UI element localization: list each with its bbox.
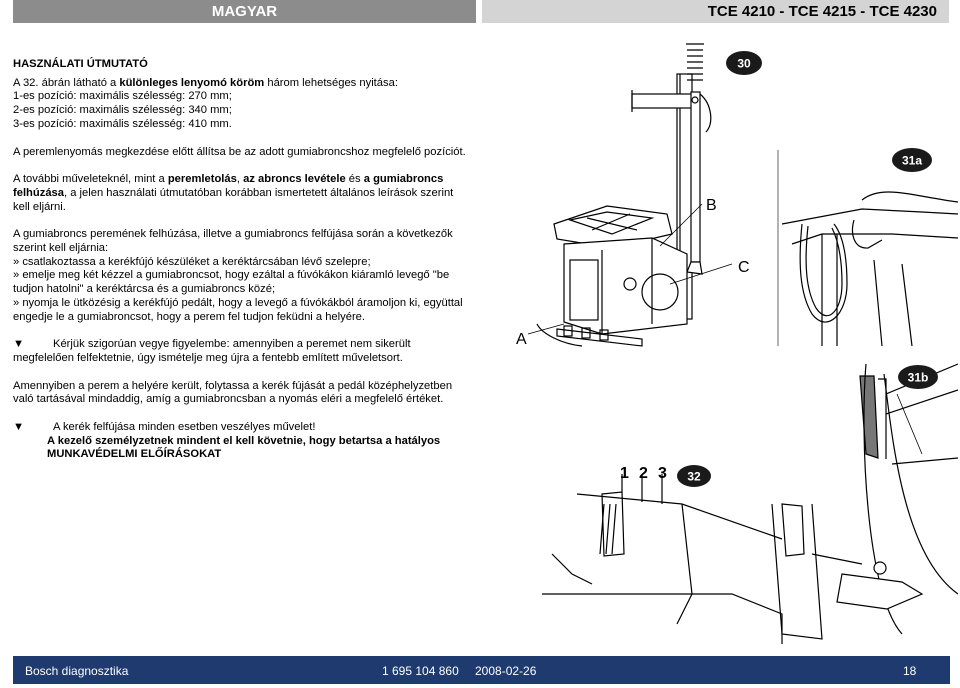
figure30-label-c: C [738,259,750,276]
svg-text:30: 30 [737,56,751,71]
section-heading: HASZNÁLATI ÚTMUTATÓ [13,58,148,70]
document-date: 2008-02-26 [475,664,537,678]
svg-text:31b: 31b [907,370,929,385]
bead-breaker-figure [542,474,922,644]
page-footer [13,656,950,684]
figure31b-badge [898,365,938,389]
figure30-label-b: B [706,197,717,214]
position-item: 3-es pozíció: maximális szélesség: 410 mm. [13,117,232,130]
start-paragraph: A peremlenyomás megkezdése előtt állítsa be az adott gumiabroncshoz megfelelő pozíciót. [13,145,466,158]
operations-paragraph: A további műveleteknél, mint a peremletolás, az abroncs levétele és a gumiabroncs felhúzása, a jelen használati útmutatóban korábban ismertetett általános leírások szerint kell eljárni. [13,173,454,213]
safety-line: MUNKAVÉDELMI ELŐÍRÁSOKAT [47,448,222,461]
position-label: 1 [620,465,629,482]
position-label: 3 [658,465,667,482]
instruction-text [13,58,473,462]
model-label: TCE 4210 - TCE 4215 - TCE 4230 [707,3,937,20]
page-number: 18 [903,664,917,678]
figures-drawing [482,34,958,649]
svg-text:32: 32 [687,469,701,484]
danger-text: A kerék felfújása minden esetben veszélyes művelet! [53,421,316,434]
svg-text:31a: 31a [901,153,923,168]
company-name: Bosch diagnosztika [25,664,129,678]
position-item: 2-es pozíció: maximális szélesség: 340 mm; [13,104,232,117]
position-label: 2 [639,465,648,482]
intro-paragraph: A 32. ábrán látható a különleges lenyomó köröm három lehetséges nyitása: [13,76,398,89]
inflate-paragraph-line: » csatlakoztassa a kerékfújó készüléket a keréktárcsában lévő szelepre; [13,255,371,268]
part-number: 1 695 104 860 [382,664,459,678]
warning-arrow-icon: ▼ [13,338,25,351]
language-label: MAGYAR [211,3,278,20]
tyre-changer-figure [528,44,732,346]
danger-note [13,421,473,435]
warning-text: Kérjük szigorúan vegye figyelembe: amennyiben a peremet nem sikerült megfelelően felfektetnie, úgy ismételje meg újra a fentebb említett műveletsort. [13,338,411,364]
figure30-label-a: A [516,331,527,348]
position-item: 1-es pozíció: maximális szélesség: 270 mm; [13,90,232,103]
warning-arrow-icon: ▼ [13,421,25,434]
warning-note [13,338,473,365]
inflate-paragraph-line: A gumiabroncs peremének felhúzása, illetve a gumiabroncs felfújása során a következők szerint kell eljárnia: [13,228,453,255]
figure30-badge [726,51,762,75]
pedal-paragraph: Amennyiben a perem a helyére került, folytassa a kerék fújását a pedál középhelyzetben való tartásával mindaddig, amíg a gumiabroncsban a nyomás eléri a megfelelő értéket. [13,379,453,406]
figure31a-badge [892,148,932,172]
figures-panel [482,34,958,649]
safety-line: A kezelő személyzetnek mindent el kell követnie, hogy betartsa a hatályos [47,434,441,447]
inflate-paragraph-line: » emelje meg két kézzel a gumiabroncsot, hogy ezáltal a fúvókákon kiáramló levegő "be tudjon hatolni" a keréktárcsa és a gumiabroncs közé; [13,269,450,296]
figure32-badge [677,465,711,487]
inflation-hose-figure [778,150,958,346]
inflate-paragraph-line: » nyomja le ütközésig a kerékfújó pedált, hogy a levegő a fúvókákból áramoljon ki, együttal engedje le a gumiabroncsot, hogy a perem fel tudjon feküdni a helyére. [13,296,463,323]
model-header [482,0,949,23]
language-header [13,0,476,23]
